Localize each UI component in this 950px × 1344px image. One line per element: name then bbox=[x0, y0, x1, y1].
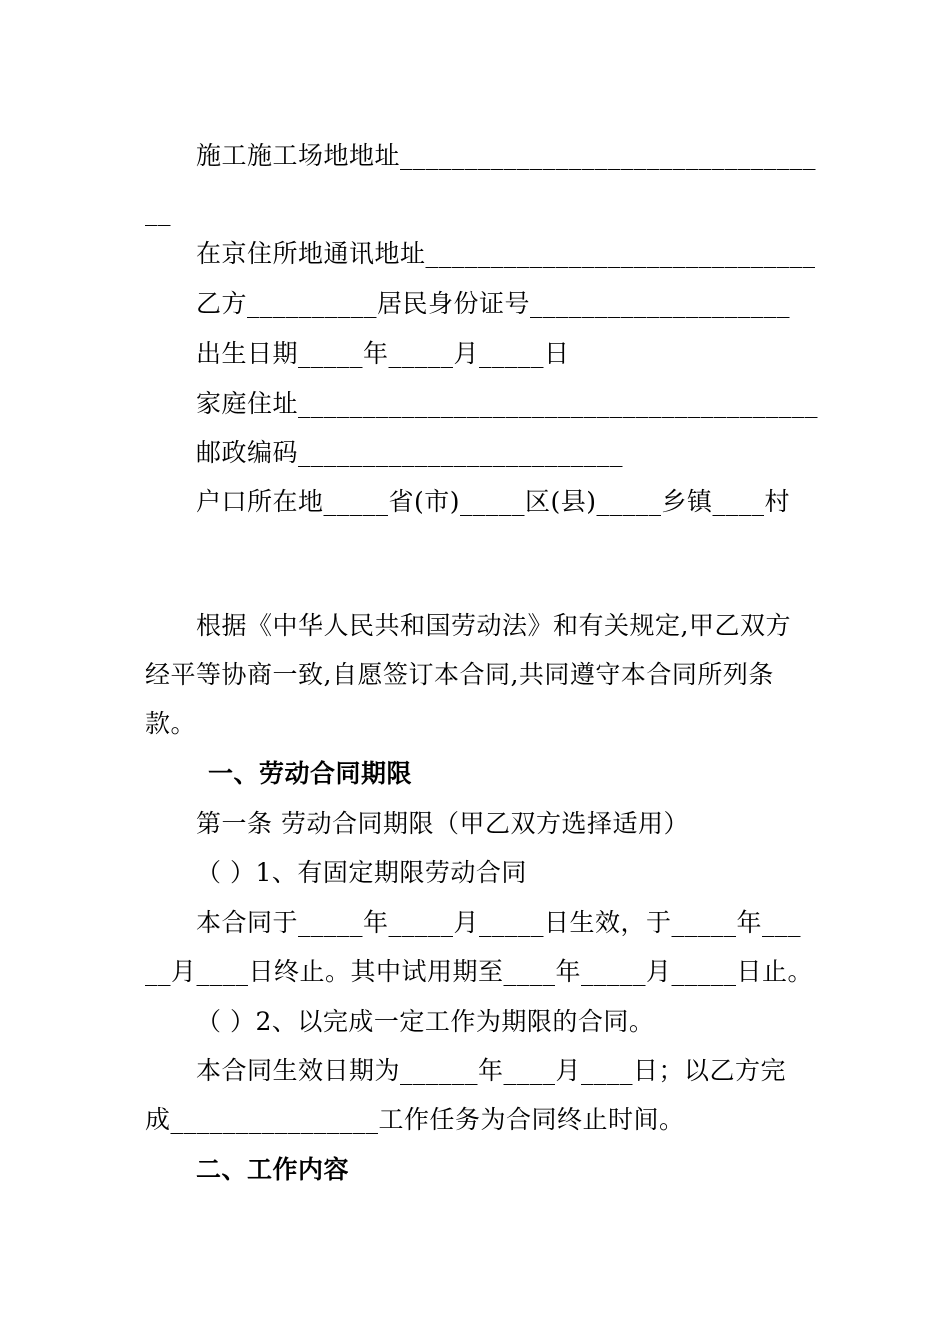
beijing-address-line: 在京住所地通讯地址______________________________ bbox=[196, 239, 816, 268]
hukou-line: 户口所在地_____省(市)_____区(县)_____乡镇____村 bbox=[196, 487, 791, 516]
site-address-line: 施工施工场地地址________________________________ bbox=[196, 141, 817, 170]
option-1-line-1: 本合同于_____年_____月_____日生效，于_____年___ bbox=[196, 908, 802, 937]
option-2-line-1: 本合同生效日期为______年____月____日；以乙方完 bbox=[196, 1056, 787, 1085]
preamble-line-3: 款。 bbox=[145, 709, 197, 738]
option-1-label: （ ）1、有固定期限劳动合同 bbox=[196, 858, 527, 887]
party-b-name-id-line: 乙方__________居民身份证号____________________ bbox=[196, 289, 791, 318]
section-2-heading: 二、工作内容 bbox=[196, 1155, 350, 1184]
postal-code-line: 邮政编码_________________________ bbox=[196, 438, 624, 467]
option-2-line-2: 成________________工作任务为合同终止时间。 bbox=[145, 1105, 685, 1134]
birth-date-line: 出生日期_____年_____月_____日 bbox=[196, 339, 570, 368]
option-2-label: （ ）2、以完成一定工作为期限的合同。 bbox=[196, 1007, 655, 1036]
preamble-line-1: 根据《中华人民共和国劳动法》和有关规定,甲乙双方 bbox=[196, 611, 791, 640]
home-address-line: 家庭住址________________________________________ bbox=[196, 389, 819, 418]
section-1-heading: 一、劳动合同期限 bbox=[208, 759, 413, 788]
preamble-line-2: 经平等协商一致,自愿签订本合同,共同遵守本合同所列条 bbox=[145, 660, 774, 689]
article-1-title: 第一条 劳动合同期限（甲乙双方选择适用） bbox=[196, 809, 689, 838]
option-1-line-2: __月____日终止。其中试用期至____年_____月_____日止。 bbox=[145, 957, 814, 986]
site-address-continuation: __ bbox=[145, 197, 171, 226]
